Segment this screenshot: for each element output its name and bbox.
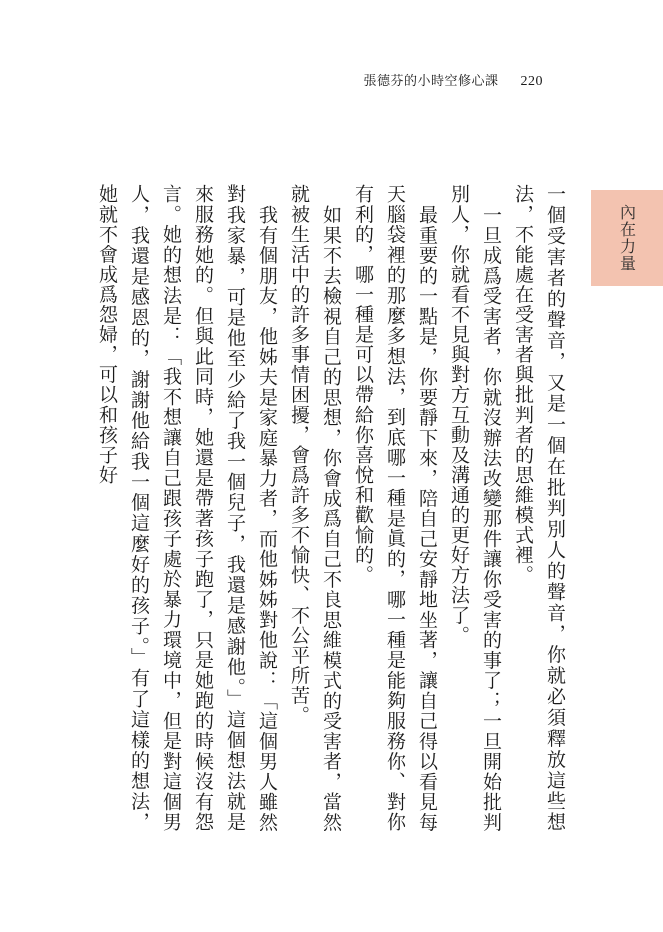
- page-number: 220: [520, 74, 543, 89]
- running-header: [363, 70, 543, 90]
- paragraph: 如果不去檢視自己的思想，你會成爲自己不良思維模式的受害者，當然就被生活中的許多事情困擾，會爲許多不愉快、不公平所苦。: [288, 184, 342, 832]
- chapter-tab: [591, 190, 663, 286]
- paragraph: 一旦成爲受害者，你就沒辦法改變那件讓你受害的事了；一旦開始批判別人，你就看不見與對方互動及溝通的更好方法了。: [448, 184, 502, 832]
- book-title: 張德芬的小時空修心課: [363, 74, 499, 89]
- body-text: [91, 184, 571, 832]
- paragraph: 最重要的一點是，你要靜下來，陪自己安靜地坐著，讓自己得以看見每天腦袋裡的那麼多想法，到底哪一種是眞的，哪一種是能夠服務你、對你有利的，哪一種是可以帶給你喜悅和歡愉的。: [352, 184, 438, 832]
- paragraph-continued: 一個受害者的聲音，又是一個在批判別人的聲音，你就必須釋放這些想法，不能處在受害者與批判者的思維模式裡。: [512, 184, 566, 832]
- chapter-tab-label: 內在力量: [617, 204, 637, 272]
- paragraph: 我有個朋友，他姊夫是家庭暴力者，而他姊姊對他說：「這個男人雖然對我家暴，可是他至少給了我一個兒子，我還是感謝他。」這個想法就是來服務她的。但與此同時，她還是帶著孩子跑了，只是她跑的時候沒有怨言。她的想法是：「我不想讓自己跟孩子處於暴力環境中，但是對這個男人，我還是感恩的，謝謝他給我一個這麼好的孩子。」有了這樣的想法，她就不會成爲怨婦，可以和孩子好: [96, 184, 278, 832]
